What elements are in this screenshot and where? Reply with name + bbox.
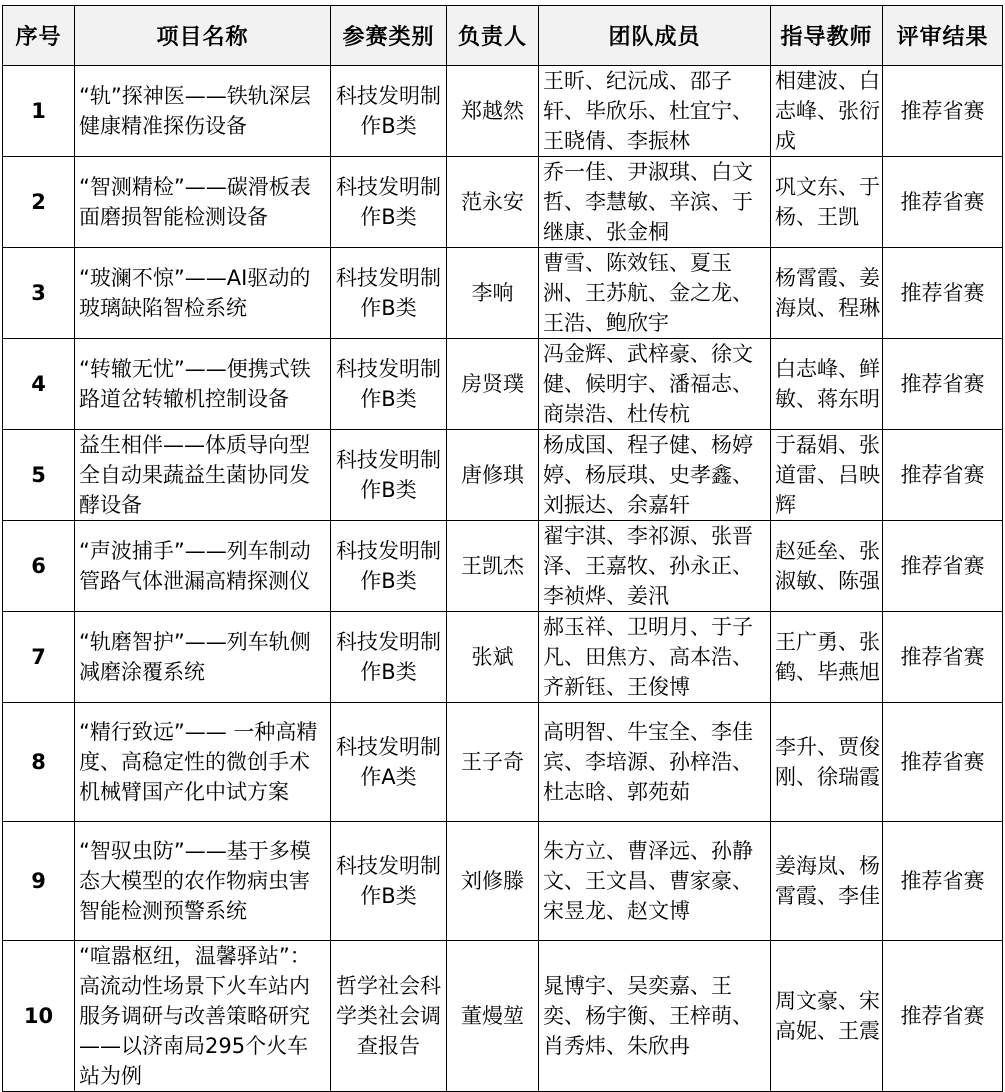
team-members [539, 822, 771, 941]
team-members-text: 晁博宇、吴奕嘉、王奕、杨宇衡、王梓萌、肖秀炜、朱欣冉 [543, 974, 753, 1058]
project-name-text: “精行致远”—— 一种高精度、高稳定性的微创手术机械臂国产化中试方案 [79, 720, 318, 804]
team-members-text: 杨成国、程子健、杨婷婷、杨辰琪、史孝鑫、刘振达、余嘉轩 [543, 433, 753, 517]
table-row [3, 822, 1003, 941]
advisors [771, 703, 883, 822]
project-name [75, 430, 331, 521]
leader: 范永安 [447, 157, 539, 248]
category-text: 科技发明制作B类 [336, 175, 441, 229]
advisors-text: 杨霄霞、姜海岚、程琳 [775, 266, 880, 320]
table-row [3, 248, 1003, 339]
advisors [771, 612, 883, 703]
leader: 唐修琪 [447, 430, 539, 521]
project-name [75, 66, 331, 157]
advisors [771, 521, 883, 612]
row-number: 3 [3, 248, 75, 339]
project-name [75, 521, 331, 612]
project-name [75, 941, 331, 1092]
category [331, 521, 447, 612]
table-row [3, 521, 1003, 612]
team-members-text: 高明智、牛宝全、李佳宾、李培源、孙梓浩、杜志晗、郭苑茹 [543, 720, 753, 804]
advisors-text: 王广勇、张鹤、毕燕旭 [775, 630, 880, 684]
row-number: 4 [3, 339, 75, 430]
category [331, 612, 447, 703]
category-text: 科技发明制作B类 [336, 630, 441, 684]
advisors-text: 于磊娟、张道雷、吕映辉 [775, 433, 880, 517]
category [331, 339, 447, 430]
leader: 房贤璞 [447, 339, 539, 430]
table-row [3, 157, 1003, 248]
category [331, 941, 447, 1092]
advisors [771, 248, 883, 339]
project-name-text: “玻澜不惊”——AI驱动的玻璃缺陷智检系统 [79, 266, 311, 320]
team-members [539, 157, 771, 248]
project-name-text: “智驭虫防”——基于多模态大模型的农作物病虫害智能检测预警系统 [79, 839, 311, 923]
leader: 张斌 [447, 612, 539, 703]
results-table [2, 5, 1003, 1092]
review-result: 推荐省赛 [883, 157, 1003, 248]
team-members [539, 339, 771, 430]
advisors-text: 李升、贾俊刚、徐瑞霞 [775, 735, 880, 789]
project-name-text: “轨磨智护”——列车轨侧减磨涂覆系统 [79, 630, 311, 684]
team-members [539, 430, 771, 521]
team-members-text: 曹雪、陈效钰、夏玉洲、王苏航、金之龙、王浩、鲍欣宇 [543, 251, 753, 335]
team-members-text: 翟宇淇、李祁源、张晋泽、王嘉牧、孙永正、李祯烨、姜汛 [543, 524, 753, 608]
header-leader: 负责人 [447, 6, 539, 66]
category-text: 科技发明制作B类 [336, 357, 441, 411]
row-number: 5 [3, 430, 75, 521]
review-result: 推荐省赛 [883, 521, 1003, 612]
team-members [539, 248, 771, 339]
team-members [539, 612, 771, 703]
review-result: 推荐省赛 [883, 612, 1003, 703]
header-name: 项目名称 [75, 6, 331, 66]
leader: 郑越然 [447, 66, 539, 157]
advisors-text: 白志峰、鲜敏、蒋东明 [775, 357, 880, 411]
team-members-text: 乔一佳、尹淑琪、白文哲、李慧敏、辛滨、于继康、张金桐 [543, 160, 753, 244]
table-row [3, 612, 1003, 703]
category-text: 科技发明制作A类 [336, 735, 441, 789]
row-number: 6 [3, 521, 75, 612]
category [331, 703, 447, 822]
advisors-text: 周文豪、宋高妮、王震 [775, 989, 880, 1043]
leader: 刘修滕 [447, 822, 539, 941]
team-members-text: 王昕、纪沅成、邵子轩、毕欣乐、杜宜宁、王晓倩、李振林 [543, 69, 753, 153]
project-name-text: “喧嚣枢纽，温馨驿站”：高流动性场景下火车站内服务调研与改善策略研究——以济南局295个火车站为例 [79, 944, 311, 1088]
leader: 董熳堃 [447, 941, 539, 1092]
table-row [3, 430, 1003, 521]
category-text: 科技发明制作B类 [336, 448, 441, 502]
project-name [75, 703, 331, 822]
table-row [3, 339, 1003, 430]
table-row [3, 703, 1003, 822]
category-text: 科技发明制作B类 [336, 854, 441, 908]
project-name-text: “智测精检”——碳滑板表面磨损智能检测设备 [79, 175, 311, 229]
advisors [771, 822, 883, 941]
review-result: 推荐省赛 [883, 703, 1003, 822]
project-name [75, 822, 331, 941]
team-members [539, 521, 771, 612]
category [331, 430, 447, 521]
project-name [75, 612, 331, 703]
table-row [3, 66, 1003, 157]
project-name-text: “轨”探神医——铁轨深层健康精准探伤设备 [79, 84, 311, 138]
advisors [771, 430, 883, 521]
header-category: 参赛类别 [331, 6, 447, 66]
category [331, 66, 447, 157]
advisors [771, 339, 883, 430]
project-name-text: “转辙无忧”——便携式铁路道岔转辙机控制设备 [79, 357, 311, 411]
team-members-text: 朱方立、曹泽远、孙静文、王文昌、曹家豪、宋昱龙、赵文博 [543, 839, 753, 923]
row-number: 7 [3, 612, 75, 703]
project-name-text: “声波捕手”——列车制动管路气体泄漏高精探测仪 [79, 539, 311, 593]
review-result: 推荐省赛 [883, 941, 1003, 1092]
table-row [3, 941, 1003, 1092]
category-text: 科技发明制作B类 [336, 539, 441, 593]
row-number: 9 [3, 822, 75, 941]
team-members-text: 郝玉祥、卫明月、于子凡、田焦方、高本浩、齐新钰、王俊博 [543, 615, 753, 699]
row-number: 1 [3, 66, 75, 157]
header-result: 评审结果 [883, 6, 1003, 66]
row-number: 8 [3, 703, 75, 822]
review-result: 推荐省赛 [883, 66, 1003, 157]
team-members-text: 冯金辉、武梓豪、徐文健、候明宇、潘福志、商崇浩、杜传杭 [543, 342, 753, 426]
leader: 王凯杰 [447, 521, 539, 612]
advisors-text: 赵延垒、张淑敏、陈强 [775, 539, 880, 593]
category [331, 248, 447, 339]
header-advisor: 指导教师 [771, 6, 883, 66]
team-members [539, 66, 771, 157]
review-result: 推荐省赛 [883, 339, 1003, 430]
category [331, 822, 447, 941]
project-name [75, 157, 331, 248]
project-name [75, 339, 331, 430]
header-row [3, 6, 1003, 66]
advisors-text: 姜海岚、杨霄霞、李佳 [775, 854, 880, 908]
team-members [539, 703, 771, 822]
leader: 李响 [447, 248, 539, 339]
header-num: 序号 [3, 6, 75, 66]
header-team: 团队成员 [539, 6, 771, 66]
category-text: 哲学社会科学类社会调查报告 [336, 974, 441, 1058]
row-number: 10 [3, 941, 75, 1092]
category-text: 科技发明制作B类 [336, 266, 441, 320]
row-number: 2 [3, 157, 75, 248]
project-name-text: 益生相伴——体质导向型全自动果蔬益生菌协同发酵设备 [79, 433, 310, 517]
project-name [75, 248, 331, 339]
advisors-text: 相建波、白志峰、张衍成 [775, 69, 880, 153]
category [331, 157, 447, 248]
leader: 王子奇 [447, 703, 539, 822]
review-result: 推荐省赛 [883, 430, 1003, 521]
review-result: 推荐省赛 [883, 248, 1003, 339]
team-members [539, 941, 771, 1092]
review-result: 推荐省赛 [883, 822, 1003, 941]
advisors-text: 巩文东、于杨、王凯 [775, 175, 880, 229]
advisors [771, 157, 883, 248]
category-text: 科技发明制作B类 [336, 84, 441, 138]
advisors [771, 66, 883, 157]
advisors [771, 941, 883, 1092]
